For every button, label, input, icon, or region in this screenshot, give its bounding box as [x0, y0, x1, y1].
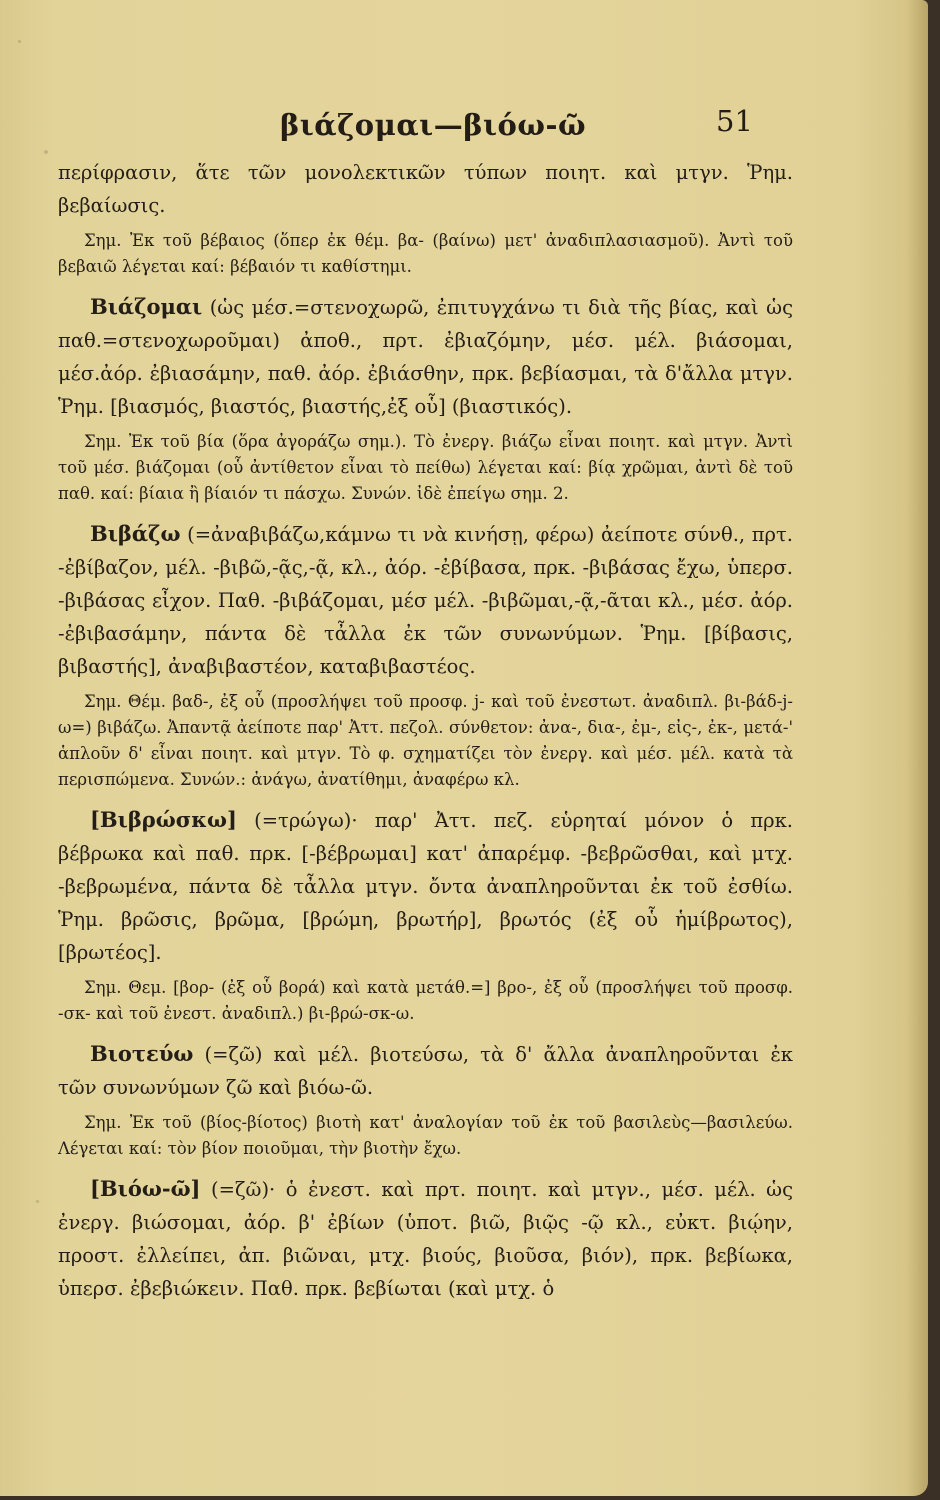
entry-headword: [Βιβρώσκω] — [90, 807, 237, 832]
paper-speck — [36, 1200, 39, 1203]
entry-paragraph — [58, 290, 793, 423]
entry-paragraph — [58, 1037, 793, 1104]
note-paragraph — [58, 689, 793, 793]
entry-paragraph — [58, 1172, 793, 1305]
entry-text: (=ἀναβιβάζω,κάμνω τι νὰ κινήσῃ, φέρω) ἀείποτε σύνθ., πρτ. -ἐβίβαζον, μέλ. -βιβῶ,-ᾷς,-ᾷ, κλ., ἀόρ. -ἐβίβασα, πρκ. -βιβάσας ἔχω, ὑπερσ. -βιβάσας εἶχον. Παθ. -βιβάζομαι, μέσ μέλ. -βιβῶμαι,-ᾷ,-ᾶται κλ., μέσ. ἀόρ. -ἐβιβασάμην, πάντα δὲ τἆλλα ἐκ τῶν συνωνύμων. Ῥημ. [βίβασις, βιβαστής], ἀναβιβαστέον, καταβιβαστέος. — [58, 523, 793, 678]
note-paragraph — [58, 228, 793, 280]
entry-text: (ὡς μέσ.=στενοχωρῶ, ἐπιτυγχάνω τι διὰ τῆς βίας, καὶ ὡς παθ.=στενοχωροῦμαι) ἀποθ., πρτ. ἐβιαζόμην, μέσ. μέλ. βιάσομαι, μέσ.ἀόρ. ἐβιασάμην, παθ. ἀόρ. ἐβιάσθην, πρκ. βεβίασμαι, τὰ δ'ἄλλα μτγν. Ῥημ. [βιασμός, βιαστός, βιαστής,ἐξ οὗ] (βιαστικός). — [58, 296, 793, 418]
note-text: Σημ. Ἐκ τοῦ βέβαιος (ὅπερ ἐκ θέμ. βα- (βαίνω) μετ' ἀναδιπλασιασμοῦ). Ἀντὶ τοῦ βεβαιῶ λέγεται καί: βέβαιόν τι καθίστημι. — [58, 231, 793, 276]
entry-text: (=ζῶ) καὶ μέλ. βιοτεύσω, τὰ δ' ἄλλα ἀναπληροῦνται ἐκ τῶν συνωνύμων ζῶ καὶ βιόω-ῶ. — [58, 1043, 793, 1099]
text-block — [58, 156, 793, 1311]
page-number: 51 — [716, 104, 753, 138]
entry-paragraph — [58, 517, 793, 683]
entry-headword: [Βιόω-ῶ] — [90, 1176, 201, 1201]
entry-text: (=τρώγω)· παρ' Ἀττ. πεζ. εὑρηταί μόνον ὁ πρκ. βέβρωκα καὶ παθ. πρκ. [-βέβρωμαι] κατ' ἀπαρέμφ. -βεβρῶσθαι, καὶ μτχ. -βεβρωμένα, πάντα δὲ τἆλλα μτγν. ὄντα ἀναπληροῦνται ἐκ τοῦ ἐσθίω. Ῥημ. βρῶσις, βρῶμα, [βρώμη, βρωτήρ], βρωτός (ἐξ οὗ ἡμίβρωτος), [βρωτέος]. — [58, 809, 793, 964]
note-paragraph — [58, 429, 793, 507]
running-head: βιάζομαι—βιόω-ῶ — [280, 108, 587, 142]
note-paragraph — [58, 1110, 793, 1162]
entry-paragraph — [58, 803, 793, 969]
paper-speck — [44, 150, 48, 154]
entry-headword: Βιάζομαι — [90, 294, 203, 319]
entry-headword: Βιοτεύω — [90, 1041, 194, 1066]
entry-headword: Βιβάζω — [90, 521, 181, 546]
paragraph-text: περίφρασιν, ἅτε τῶν μονολεκτικῶν τύπων ποιητ. καὶ μτγν. Ῥημ. βεβαίωσις. — [58, 161, 793, 217]
note-text: Σημ. Ἐκ τοῦ βία (ὅρα ἀγοράζω σημ.). Τὸ ἐνεργ. βιάζω εἶναι ποιητ. καὶ μτγν. Ἀντὶ τοῦ μέσ. βιάζομαι (οὗ ἀντίθετον εἶναι τὸ πείθω) λέγεται καί: βίᾳ χρῶμαι, ἀντὶ δὲ τοῦ παθ. καί: βίαια ἢ βίαιόν τι πάσχω. Συνών. ἰδὲ ἐπείγω σημ. 2. — [58, 432, 793, 503]
note-text: Σημ. Θεμ. [βορ- (ἐξ οὗ βορά) καὶ κατὰ μετάθ.=] βρο-, ἐξ οὗ (προσλήψει τοῦ προσφ. -σκ- καὶ τοῦ ἐνεστ. ἀναδιπλ.) βι-βρώ-σκ-ω. — [58, 978, 793, 1023]
page-header — [0, 104, 928, 152]
paragraph-continuation — [58, 156, 793, 222]
note-paragraph — [58, 975, 793, 1027]
entry-text: (=ζῶ)· ὁ ἐνεστ. καὶ πρτ. ποιητ. καὶ μτγν., μέσ. μέλ. ὡς ἐνεργ. βιώσομαι, ἀόρ. β' ἐβίων (ὑποτ. βιῶ, βιῷς -ῷ κλ., εὐκτ. βιῴην, προστ. ἐλλείπει, ἀπ. βιῶναι, μτχ. βιούς, βιοῦσα, βιόν), πρκ. βεβίωκα, ὑπερσ. ἐβεβιώκειν. Παθ. πρκ. βεβίωται (καὶ μτχ. ὁ — [58, 1178, 793, 1300]
note-text: Σημ. Ἐκ τοῦ (βίος-βίοτος) βιοτὴ κατ' ἀναλογίαν τοῦ ἐκ τοῦ βασιλεὺς—βασιλεύω. Λέγεται καί: τὸν βίον ποιοῦμαι, τὴν βιοτὴν ἔχω. — [58, 1113, 793, 1158]
note-text: Σημ. Θέμ. βαδ-, ἐξ οὗ (προσλήψει τοῦ προσφ. j- καὶ τοῦ ἐνεστωτ. ἀναδιπλ. βι-βάδ-j-ω=) βιβάζω. Ἀπαντᾷ ἀείποτε παρ' Ἀττ. πεζολ. σύνθετον: ἀνα-, δια-, ἐμ-, εἰς-, ἐκ-, μετά-' ἁπλοῦν δ' εἶναι ποιητ. καὶ μτγν. Τὸ φ. σχηματίζει τὸν ἐνεργ. καὶ μέσ. μέλ. κατὰ τὰ περισπώμενα. Συνών.: ἀνάγω, ἀνατίθημι, ἀναφέρω κλ. — [58, 692, 793, 789]
paper-speck — [18, 40, 21, 43]
